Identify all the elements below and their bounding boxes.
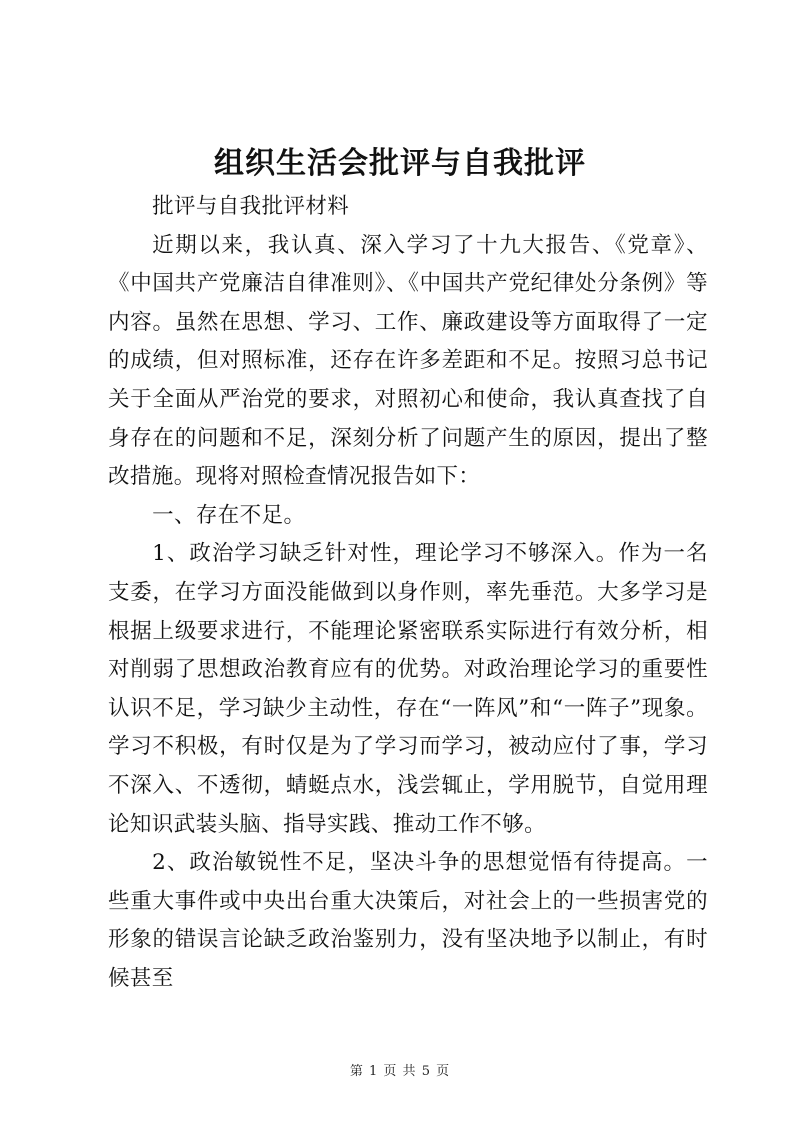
section-heading-paragraph: 一、存在不足。 xyxy=(152,502,306,528)
document-title: 组织生活会批评与自我批评 xyxy=(214,146,586,181)
subtitle-paragraph: 批评与自我批评材料 xyxy=(152,194,350,219)
intro-paragraph: 近期以来，我认真、深入学习了十九大报告、《党章》、《中国共产党廉洁自律准则》、《中国共产党纪律处分条例》等内容。虽然在思想、学习、工作、廉政建设等方面取得了一定的成绩，但对照标准，还存在许多差距和不足。按照习总书记关于全面从严治党的要求，对照初心和使命，我认真查找了自身存在的问题和不足，深刻分析了问题产生的原因，提出了整改措施。现将对照检查情况报告如下： xyxy=(108,232,708,490)
page-footer: 第 1 页 共 5 页 xyxy=(349,1064,451,1079)
document-body xyxy=(108,188,708,998)
point-two-paragraph: 2、政治敏锐性不足，坚决斗争的思想觉悟有待提高。一些重大事件或中央出台重大决策后，对社会上的一些损害党的形象的错误言论缺乏政治鉴别力，没有坚决地予以制止，有时候甚至 xyxy=(108,850,708,991)
point-one-paragraph: 1、政治学习缺乏针对性，理论学习不够深入。作为一名支委，在学习方面没能做到以身作则，率先垂范。大多学习是根据上级要求进行，不能理论紧密联系实际进行有效分析，相对削弱了思想政治教育应有的优势。对政治理论学习的重要性认识不足，学习缺少主动性，存在“一阵风”和“一阵子”现象。学习不积极，有时仅是为了学习而学习，被动应付了事，学习不深入、不透彻，蜻蜓点水，浅尝辄止，学用脱节，自觉用理论知识武装头脑、指导实践、推动工作不够。 xyxy=(108,541,708,837)
